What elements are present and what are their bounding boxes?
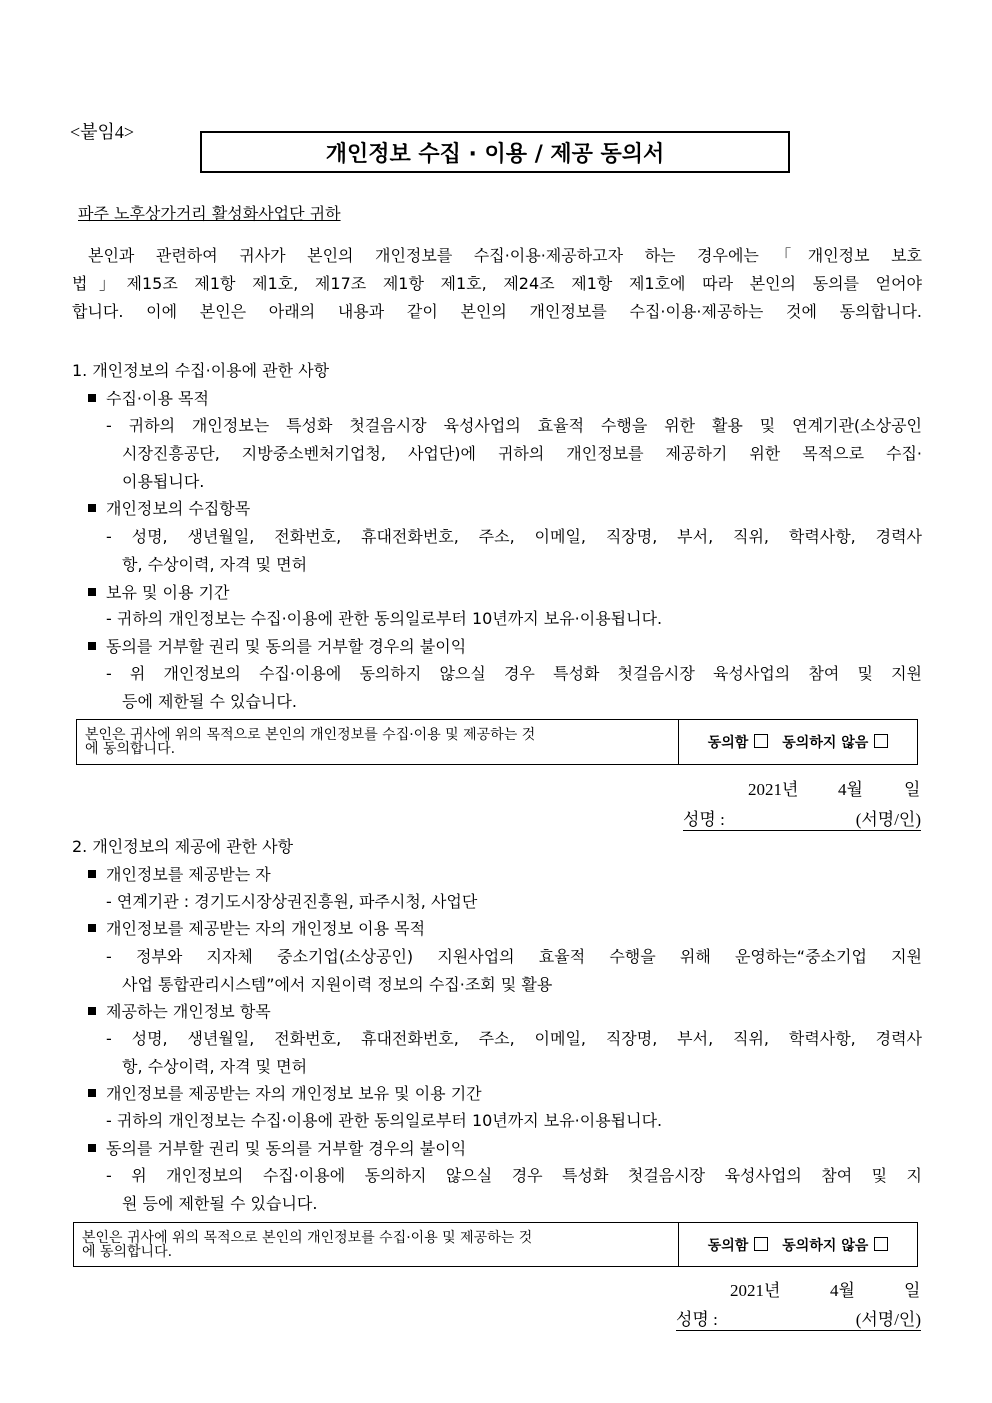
date-day: 일 bbox=[904, 780, 921, 799]
section1-item-title: 동의를 거부할 권리 및 동의를 거부할 경우의 불이익 bbox=[88, 634, 466, 657]
agree-label: 동의함 bbox=[707, 735, 749, 751]
consent-options bbox=[679, 720, 917, 764]
addressee: 파주 노후상가거리 활성화사업단 귀하 bbox=[78, 204, 341, 223]
section1-item-line: 시장진흥공단, 지방중소벤처기업청, 사업단)에 귀하의 개인정보를 제공하기 위한 목적으로 수집· bbox=[122, 444, 922, 463]
signature-label: 성명 : bbox=[683, 810, 725, 829]
section2-item-line: 항, 수상이력, 자격 및 면허 bbox=[122, 1057, 308, 1076]
section1-item-line: 이용됩니다. bbox=[122, 472, 205, 491]
section2-item-line: 원 등에 제한될 수 있습니다. bbox=[122, 1194, 318, 1213]
section1-item-title: 수집·이용 목적 bbox=[88, 386, 209, 409]
section1-heading: 1. 개인정보의 수집·이용에 관한 사항 bbox=[72, 361, 330, 380]
section1-consent-box bbox=[76, 719, 918, 765]
section2-item-line: - 정부와 지자체 중소기업(소상공인) 지원사업의 효율적 수행을 위해 운영하는“중소기업 지원 bbox=[106, 947, 922, 966]
section2-item-title: 개인정보를 제공받는 자의 개인정보 이용 목적 bbox=[88, 916, 425, 939]
signature-line[interactable] bbox=[676, 1305, 921, 1331]
square-bullet-icon bbox=[88, 588, 96, 596]
section2-item-title: 개인정보를 제공받는 자 bbox=[88, 862, 271, 885]
agree-checkbox[interactable] bbox=[754, 734, 768, 748]
section1-item-title: 보유 및 이용 기간 bbox=[88, 580, 229, 603]
section2-item-line: - 성명, 생년월일, 전화번호, 휴대전화번호, 주소, 이메일, 직장명, 부서, 직위, 학력사항, 경력사 bbox=[106, 1029, 922, 1048]
square-bullet-icon bbox=[88, 504, 96, 512]
square-bullet-icon bbox=[88, 394, 96, 402]
disagree-label: 동의하지 않음 bbox=[782, 1237, 869, 1254]
section1-item-line: - 성명, 생년월일, 전화번호, 휴대전화번호, 주소, 이메일, 직장명, 부서, 직위, 학력사항, 경력사 bbox=[106, 527, 922, 546]
section2-item-title: 동의를 거부할 권리 및 동의를 거부할 경우의 불이익 bbox=[88, 1136, 466, 1159]
signature-line[interactable] bbox=[683, 805, 921, 831]
agree-checkbox[interactable] bbox=[754, 1237, 768, 1251]
date-year: 2021년 bbox=[730, 1281, 781, 1300]
section2-item-title: 개인정보를 제공받는 자의 개인정보 보유 및 이용 기간 bbox=[88, 1081, 482, 1104]
signature-label: 성명 : bbox=[676, 1310, 718, 1329]
date-day: 일 bbox=[904, 1281, 921, 1300]
square-bullet-icon bbox=[88, 870, 96, 878]
section2-item-line: - 귀하의 개인정보는 수집·이용에 관한 동의일로부터 10년까지 보유·이용됩니다. bbox=[106, 1111, 663, 1130]
signature-suffix: (서명/인) bbox=[855, 810, 921, 829]
date-year: 2021년 bbox=[748, 780, 799, 799]
square-bullet-icon bbox=[88, 1089, 96, 1097]
square-bullet-icon bbox=[88, 1007, 96, 1015]
section1-item-line: 등에 제한될 수 있습니다. bbox=[122, 692, 297, 711]
attachment-tag: <붙임4> bbox=[70, 122, 135, 142]
consent-statement: 본인은 귀사에 위의 목적으로 본인의 개인정보를 수집·이용 및 제공하는 것 에 동의합니다. bbox=[74, 1223, 679, 1266]
section1-item-line: - 귀하의 개인정보는 수집·이용에 관한 동의일로부터 10년까지 보유·이용됩니다. bbox=[106, 609, 663, 628]
intro-paragraph bbox=[72, 242, 922, 326]
section1-item-line: 항, 수상이력, 자격 및 면허 bbox=[122, 555, 308, 574]
square-bullet-icon bbox=[88, 642, 96, 650]
section2-item-line: 사업 통합관리시스템”에서 지원이력 정보의 수집·조회 및 활용 bbox=[122, 975, 553, 994]
section2-item-title: 제공하는 개인정보 항목 bbox=[88, 999, 271, 1022]
section2-heading: 2. 개인정보의 제공에 관한 사항 bbox=[72, 837, 294, 856]
section1-item-title: 개인정보의 수집항목 bbox=[88, 496, 250, 519]
section1-item-line: - 위 개인정보의 수집·이용에 동의하지 않으실 경우 특성화 첫걸음시장 육성사업의 참여 및 지원 bbox=[106, 664, 922, 683]
square-bullet-icon bbox=[88, 924, 96, 932]
consent-options bbox=[679, 1223, 917, 1266]
document-title: 개인정보 수집 · 이용 / 제공 동의서 bbox=[200, 131, 790, 173]
intro-line: 법」제15조 제1항 제1호, 제17조 제1항 제1호, 제24조 제1항 제1호에 따라 본인의 동의를 얻어야 bbox=[72, 274, 922, 293]
disagree-checkbox[interactable] bbox=[874, 1237, 888, 1251]
section2-item-line: - 위 개인정보의 수집·이용에 동의하지 않으실 경우 특성화 첫걸음시장 육성사업의 참여 및 지 bbox=[106, 1166, 922, 1185]
section2-item-line: - 연계기관 : 경기도시장상권진흥원, 파주시청, 사업단 bbox=[106, 892, 478, 911]
square-bullet-icon bbox=[88, 1144, 96, 1152]
signature-suffix: (서명/인) bbox=[855, 1310, 921, 1329]
section1-item-line: - 귀하의 개인정보는 특성화 첫걸음시장 육성사업의 효율적 수행을 위한 활용 및 연계기관(소상공인 bbox=[106, 416, 922, 435]
intro-line: 합니다. 이에 본인은 아래의 내용과 같이 본인의 개인정보를 수집·이용·제공하는 것에 동의합니다. bbox=[72, 302, 922, 321]
disagree-checkbox[interactable] bbox=[874, 734, 888, 748]
section2-consent-box bbox=[73, 1222, 918, 1267]
date-month: 4월 bbox=[838, 780, 863, 799]
intro-line: 본인과 관련하여 귀사가 본인의 개인정보를 수집·이용·제공하고자 하는 경우에는「개인정보 보호 bbox=[88, 246, 922, 265]
disagree-label: 동의하지 않음 bbox=[782, 735, 869, 751]
agree-label: 동의함 bbox=[707, 1237, 749, 1254]
consent-statement: 본인은 귀사에 위의 목적으로 본인의 개인정보를 수집·이용 및 제공하는 것 에 동의합니다. bbox=[77, 720, 679, 764]
date-month: 4월 bbox=[830, 1281, 855, 1300]
